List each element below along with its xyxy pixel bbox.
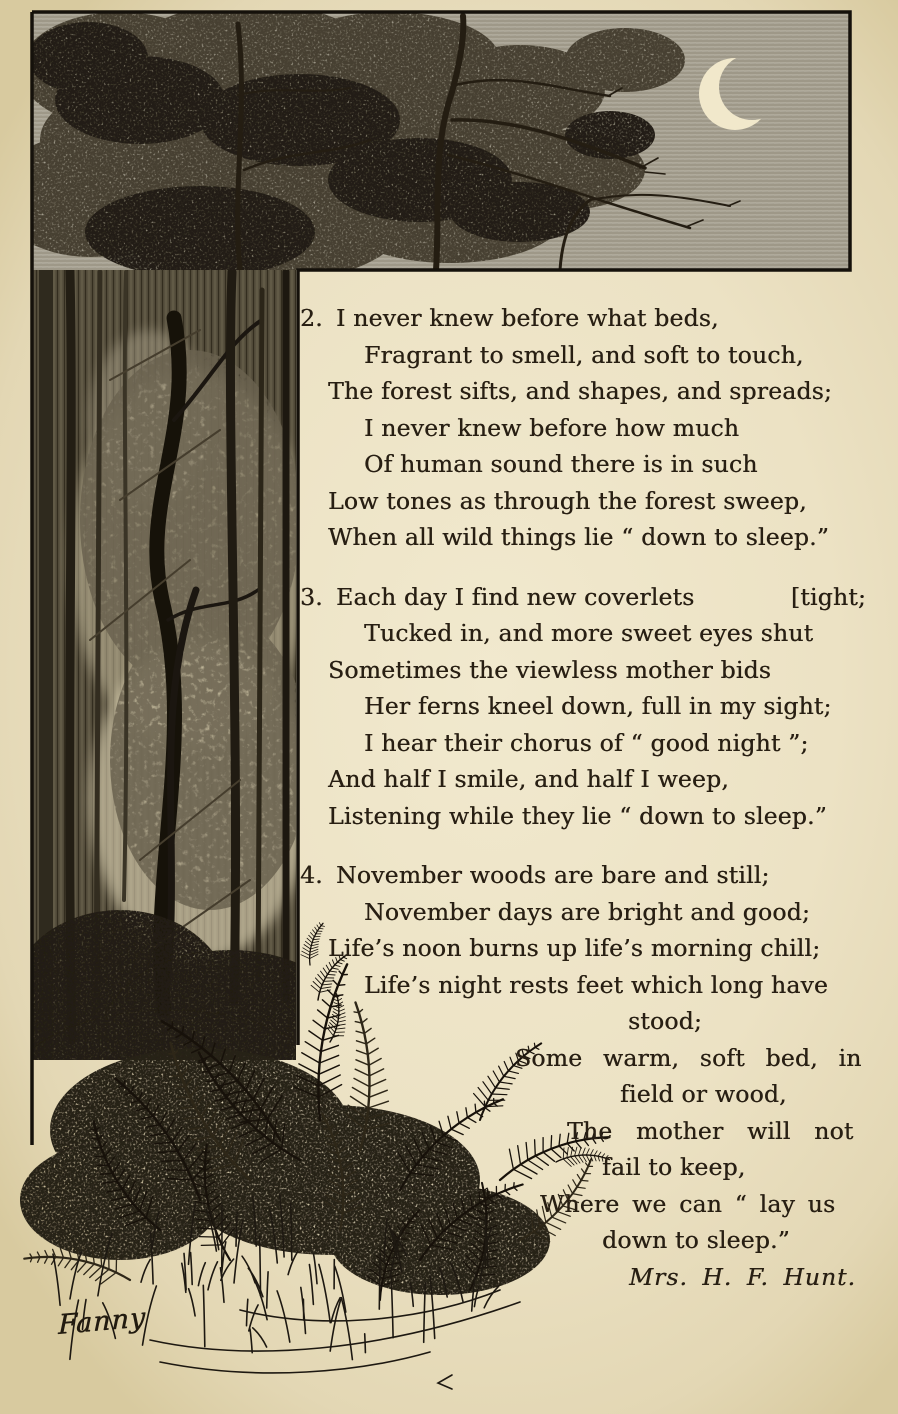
poem	[300, 300, 866, 1318]
poem-line: And half I smile, and half I weep,	[328, 765, 729, 793]
poem-line: November days are bright and good;	[364, 897, 810, 926]
poem-line: I hear their chorus of “ good night ”;	[364, 728, 809, 757]
stanza-number: 3.	[300, 582, 323, 611]
poem-line: Of human sound there is in such	[364, 450, 758, 478]
poem-line: Life’s night rests feet which long have	[364, 970, 829, 999]
poem-line: I never knew before what beds,	[336, 304, 719, 332]
poem-line: The forest sifts, and shapes, and spreads;	[328, 377, 833, 405]
poem-line: field or wood,	[620, 1080, 787, 1108]
poem-line: Sometimes the viewless mother bids	[328, 655, 771, 684]
turnover-bracket: [tight;	[790, 582, 866, 611]
poem-attribution: Mrs. H. F. Hunt.	[629, 1262, 856, 1291]
poem-line: I never knew before how much	[364, 413, 740, 442]
poem-line: Life’s noon burns up life’s morning chill;	[328, 934, 821, 962]
poem-line: fail to keep,	[602, 1153, 746, 1181]
poem-line: Fragrant to smell, and soft to touch,	[364, 340, 804, 369]
stanza-4	[300, 857, 866, 1295]
poem-line: The mother will not	[567, 1116, 854, 1145]
stanza-number: 2.	[300, 304, 323, 332]
poem-line: Her ferns kneel down, full in my sight;	[364, 692, 832, 720]
poem-line: Low tones as through the forest sweep,	[328, 486, 807, 515]
stanza-2	[300, 300, 866, 556]
stanza-number: 4.	[300, 861, 323, 889]
poem-line: November woods are bare and still;	[336, 861, 770, 889]
stanza-3	[300, 579, 866, 835]
poem-line: down to sleep.”	[602, 1226, 790, 1254]
poem-line: Where we can “ lay us	[540, 1189, 836, 1218]
poem-line: Each day I find new coverlets	[336, 582, 695, 611]
poem-line: When all wild things lie “ down to sleep.”	[328, 523, 829, 551]
top-band	[0, 3, 850, 283]
poem-line: Some warm, soft bed, in	[515, 1043, 862, 1072]
artist-signature: Fanny	[57, 1302, 147, 1341]
poem-line: Listening while they lie “ down to sleep.”	[328, 801, 827, 830]
poem-line: stood;	[628, 1007, 702, 1035]
poem-line: Tucked in, and more sweet eyes shut	[364, 619, 814, 647]
